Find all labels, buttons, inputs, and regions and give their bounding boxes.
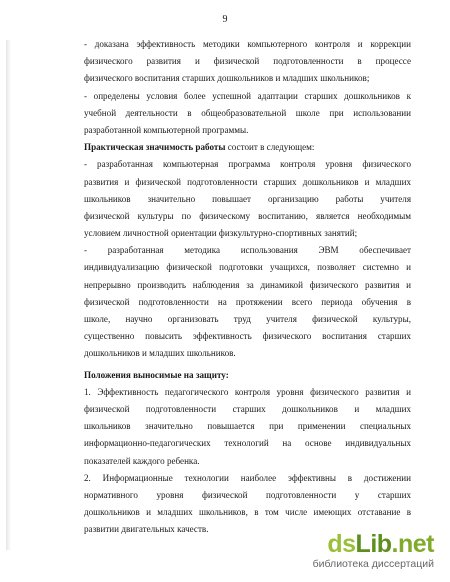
text-line: - доказана эффективность методики компьютерного контроля и коррекции — [84, 39, 411, 49]
text-line: существенно повысить эффективность физического воспитания старших — [84, 331, 411, 342]
text-line: условием личностной ориентации физкультурно-спортивных занятий; — [84, 228, 358, 239]
text-line: школьников значительно повышается при применении специальных — [84, 421, 411, 432]
text-line: школьников значительно повышает организацию работы учителя — [84, 193, 411, 204]
text-line: разработанной компьютерной программы. — [84, 124, 249, 135]
page-number: 9 — [222, 14, 228, 25]
text-line: развития и физической подготовленности старших дошкольников и младших — [84, 176, 411, 187]
text-line: информационно-педагогических технологий на основе индивидуальных — [84, 438, 411, 449]
text-line: - разработанная компьютерная программа контроля уровня физического — [84, 159, 411, 170]
text-line: индивидуализацию физической подготовки учащихся, позволяет системно и — [84, 262, 411, 273]
heading-rest: состоит в следующем: — [225, 142, 315, 153]
text-line: 1. Эффективность педагогического контроля уровня физического развития и — [84, 386, 411, 397]
defense-heading: Положения выносимые на защиту: — [84, 369, 229, 380]
heading-bold-part: Практическая значимость работы — [84, 142, 226, 153]
text-line: дошкольников и младших школьников, в том числе имеющих отставание в — [84, 507, 411, 518]
text-line: - определены условия более успешной адаптации старших дошкольников к — [84, 90, 411, 101]
text-line: дошкольников и младших школьников. — [84, 348, 236, 359]
dslib-logo: dsLib.net — [327, 530, 434, 558]
dslib-watermark — [268, 530, 438, 574]
text-line: показателей каждого ребенка. — [84, 455, 200, 466]
text-line: 2. Информационные технологии наиболее эффективны в достижении — [84, 472, 411, 483]
watermark-caption: библиотека диссертаций — [312, 558, 434, 570]
text-line: физической культуры по физическому воспитанию, является необходимым — [84, 210, 411, 221]
text-line: физической подготовленности на протяжении всего периода обучения в — [84, 296, 411, 307]
text-line: развитии двигательных качеств. — [84, 524, 209, 535]
text-line: непрерывно производить наблюдения за динамикой физического развития и — [84, 279, 411, 290]
scan-edge-shadow — [6, 40, 11, 550]
text-line: - разработанная методика использования ЭВМ обеспечивает — [84, 245, 411, 256]
text-line: физической подготовленности старших дошкольников и младших — [84, 403, 411, 414]
document-body — [84, 36, 411, 538]
text-line: нормативного уровня физической подготовленности у старших — [84, 489, 411, 500]
practical-significance-heading — [84, 139, 411, 156]
text-line: физического воспитания старших дошкольников и младших школьников; — [84, 73, 370, 84]
text-line: школе, научно организовать труд учителя физической культуры, — [84, 314, 411, 324]
text-line: учебной деятельности в общеобразовательной школе при использовании — [84, 107, 411, 118]
text-line: физического развития и физической подготовленности в процессе — [84, 56, 411, 67]
